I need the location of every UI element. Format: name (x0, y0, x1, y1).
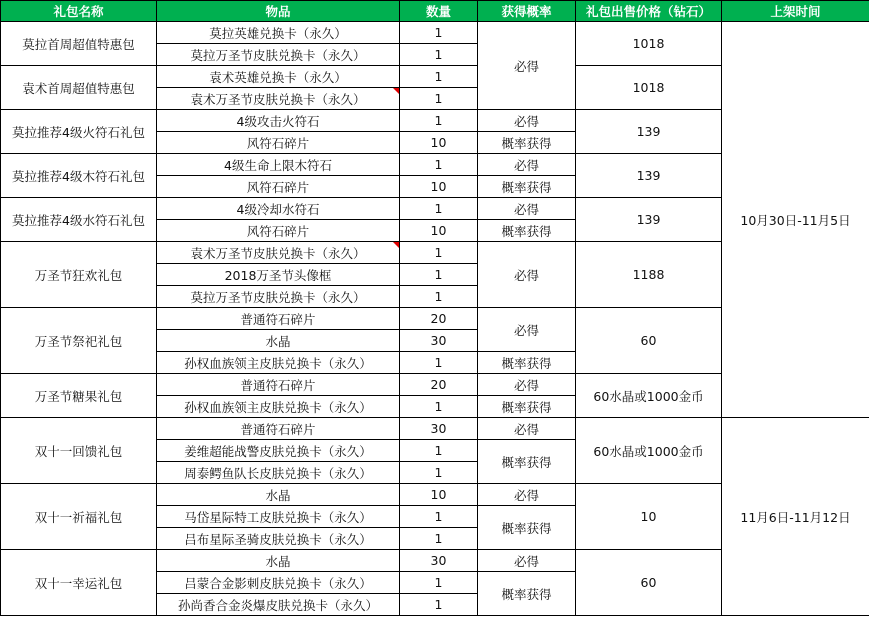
package-name: 双十一回馈礼包 (1, 418, 157, 484)
item-name: 水晶 (157, 550, 400, 572)
package-name: 万圣节狂欢礼包 (1, 242, 157, 308)
listing-time: 11月6日-11月12日 (722, 418, 869, 616)
package-name: 袁术首周超值特惠包 (1, 66, 157, 110)
item-quantity: 10 (400, 220, 478, 242)
item-quantity: 1 (400, 198, 478, 220)
item-name: 孙尚香合金炎爆皮肤兑换卡（永久） (157, 594, 400, 616)
item-quantity: 1 (400, 352, 478, 374)
package-name: 莫拉推荐4级水符石礼包 (1, 198, 157, 242)
item-chance: 概率获得 (478, 132, 576, 154)
item-name: 莫拉万圣节皮肤兑换卡（永久） (157, 286, 400, 308)
package-price: 60水晶或1000金币 (576, 418, 722, 484)
item-chance: 必得 (478, 242, 576, 308)
item-quantity: 1 (400, 594, 478, 616)
item-name: 水晶 (157, 330, 400, 352)
package-name: 莫拉推荐4级木符石礼包 (1, 154, 157, 198)
item-chance: 必得 (478, 308, 576, 352)
item-chance: 必得 (478, 154, 576, 176)
listing-time: 10月30日-11月5日 (722, 22, 869, 418)
item-name: 4级攻击火符石 (157, 110, 400, 132)
item-name: 4级冷却水符石 (157, 198, 400, 220)
item-name: 莫拉英雄兑换卡（永久） (157, 22, 400, 44)
item-quantity: 30 (400, 418, 478, 440)
table-row (1, 22, 869, 44)
item-name: 4级生命上限木符石 (157, 154, 400, 176)
package-price: 60 (576, 550, 722, 616)
item-name: 袁术英雄兑换卡（永久） (157, 66, 400, 88)
item-quantity: 1 (400, 528, 478, 550)
table-row (1, 418, 869, 440)
item-chance: 概率获得 (478, 176, 576, 198)
item-chance: 必得 (478, 418, 576, 440)
item-name: 风符石碎片 (157, 176, 400, 198)
item-chance: 必得 (478, 110, 576, 132)
item-chance: 必得 (478, 22, 576, 110)
item-quantity: 10 (400, 132, 478, 154)
item-name: 水晶 (157, 484, 400, 506)
item-name: 孙权血族领主皮肤兑换卡（永久） (157, 396, 400, 418)
package-name: 万圣节糖果礼包 (1, 374, 157, 418)
header-price: 礼包出售价格（钻石） (576, 1, 722, 22)
package-price: 139 (576, 110, 722, 154)
item-quantity: 1 (400, 506, 478, 528)
item-name: 2018万圣节头像框 (157, 264, 400, 286)
header-quantity: 数量 (400, 1, 478, 22)
item-quantity: 1 (400, 22, 478, 44)
item-name: 莫拉万圣节皮肤兑换卡（永久） (157, 44, 400, 66)
package-name: 莫拉推荐4级火符石礼包 (1, 110, 157, 154)
item-chance: 必得 (478, 198, 576, 220)
item-chance: 必得 (478, 374, 576, 396)
item-name: 周泰鳄鱼队长皮肤兑换卡（永久） (157, 462, 400, 484)
item-quantity: 1 (400, 396, 478, 418)
item-quantity: 1 (400, 154, 478, 176)
item-quantity: 1 (400, 572, 478, 594)
item-quantity: 1 (400, 44, 478, 66)
item-quantity: 10 (400, 484, 478, 506)
package-price: 1188 (576, 242, 722, 308)
item-quantity: 1 (400, 462, 478, 484)
header-chance: 获得概率 (478, 1, 576, 22)
item-quantity: 20 (400, 374, 478, 396)
item-quantity: 10 (400, 176, 478, 198)
package-price: 10 (576, 484, 722, 550)
header-listing-time: 上架时间 (722, 1, 869, 22)
item-name: 普通符石碎片 (157, 418, 400, 440)
item-name: 孙权血族领主皮肤兑换卡（永久） (157, 352, 400, 374)
item-quantity: 1 (400, 66, 478, 88)
item-name: 风符石碎片 (157, 132, 400, 154)
item-chance: 概率获得 (478, 396, 576, 418)
item-name: 马岱星际特工皮肤兑换卡（永久） (157, 506, 400, 528)
item-name: 普通符石碎片 (157, 374, 400, 396)
item-name: 袁术万圣节皮肤兑换卡（永久） (157, 242, 400, 264)
item-chance: 概率获得 (478, 352, 576, 374)
item-chance: 概率获得 (478, 220, 576, 242)
item-name: 吕蒙合金影刺皮肤兑换卡（永久） (157, 572, 400, 594)
item-name: 姜维超能战警皮肤兑换卡（永久） (157, 440, 400, 462)
item-name: 风符石碎片 (157, 220, 400, 242)
package-price: 60水晶或1000金币 (576, 374, 722, 418)
item-quantity: 1 (400, 286, 478, 308)
package-name: 万圣节祭祀礼包 (1, 308, 157, 374)
header-item: 物品 (157, 1, 400, 22)
package-price: 1018 (576, 22, 722, 66)
item-quantity: 1 (400, 440, 478, 462)
item-chance: 必得 (478, 484, 576, 506)
package-price: 60 (576, 308, 722, 374)
item-quantity: 1 (400, 264, 478, 286)
package-price: 1018 (576, 66, 722, 110)
package-name: 双十一幸运礼包 (1, 550, 157, 616)
package-name: 莫拉首周超值特惠包 (1, 22, 157, 66)
item-chance: 必得 (478, 550, 576, 572)
item-quantity: 20 (400, 308, 478, 330)
package-price: 139 (576, 154, 722, 198)
item-name: 袁术万圣节皮肤兑换卡（永久） (157, 88, 400, 110)
package-price: 139 (576, 198, 722, 242)
header-package-name: 礼包名称 (1, 1, 157, 22)
item-name: 吕布星际圣骑皮肤兑换卡（永久） (157, 528, 400, 550)
item-quantity: 1 (400, 88, 478, 110)
package-name: 双十一祈福礼包 (1, 484, 157, 550)
item-chance: 概率获得 (478, 440, 576, 484)
item-quantity: 30 (400, 330, 478, 352)
item-chance: 概率获得 (478, 506, 576, 550)
item-quantity: 1 (400, 242, 478, 264)
item-quantity: 30 (400, 550, 478, 572)
item-quantity: 1 (400, 110, 478, 132)
header-row (1, 1, 869, 22)
item-chance: 概率获得 (478, 572, 576, 616)
item-name: 普通符石碎片 (157, 308, 400, 330)
